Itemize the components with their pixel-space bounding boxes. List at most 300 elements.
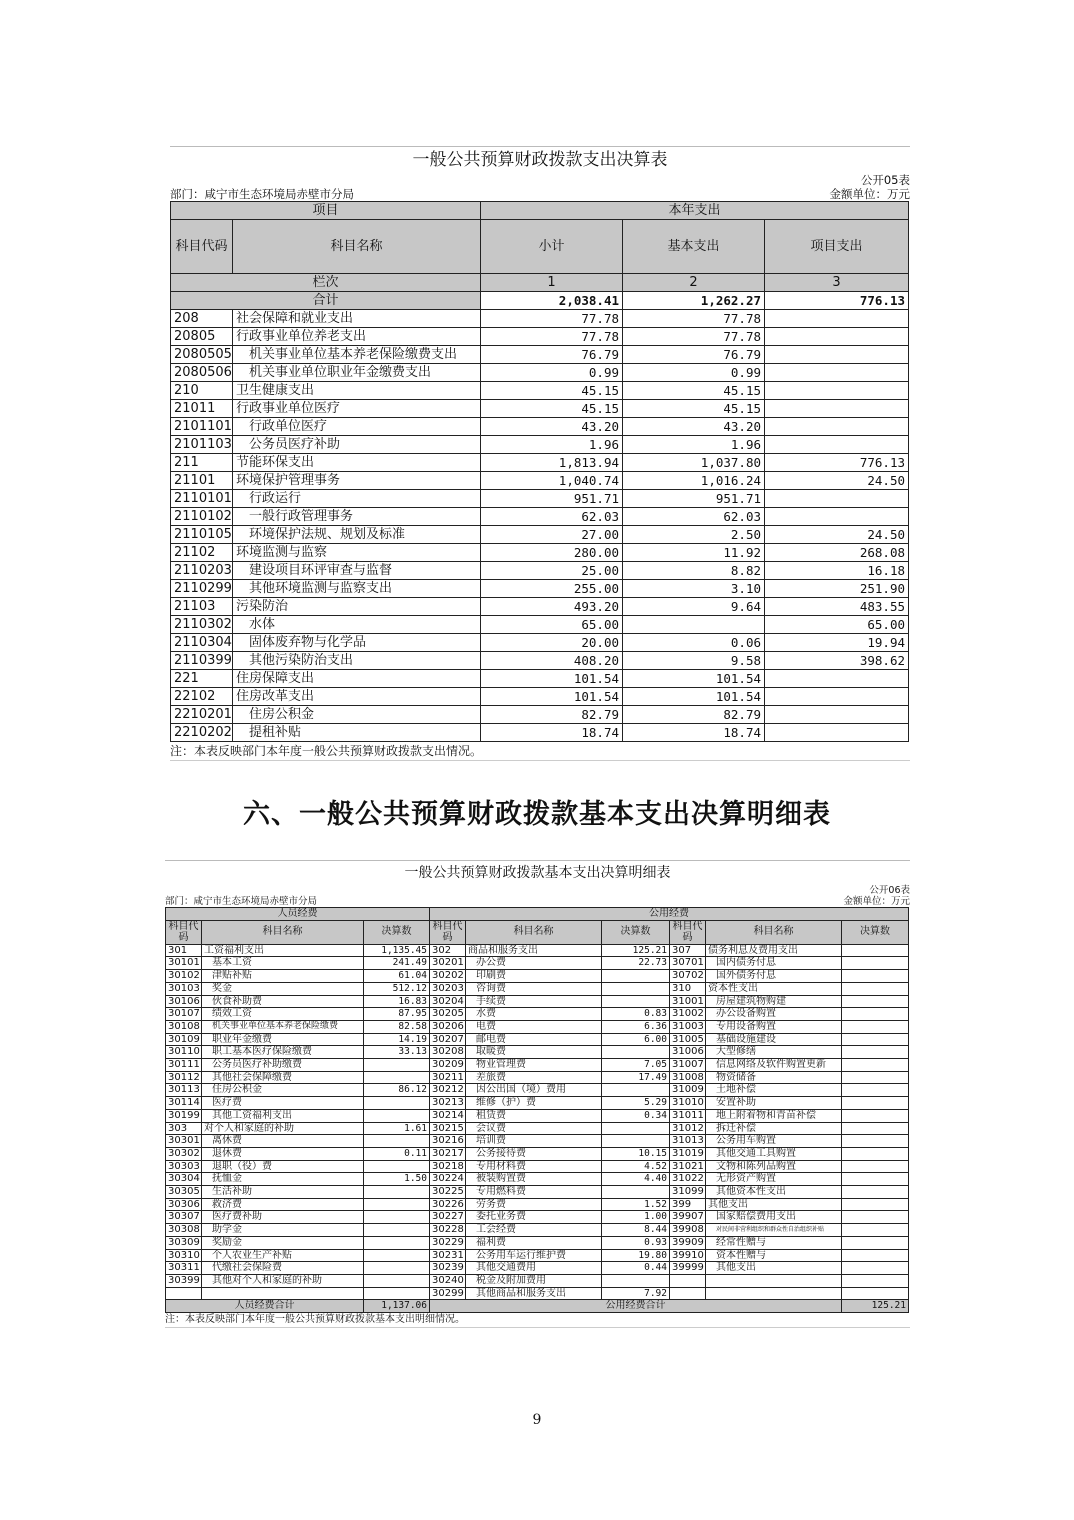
row-amount: 1.00 — [602, 1211, 670, 1224]
table2-form-no: 公开06表 — [869, 885, 910, 896]
row-code: 39908 — [670, 1224, 706, 1237]
row-basic: 9.64 — [623, 598, 765, 616]
row-code: 30109 — [166, 1033, 202, 1046]
row-amount: 82.58 — [364, 1020, 430, 1033]
row-name: 印刷费 — [466, 970, 602, 983]
row-code: 39999 — [670, 1262, 706, 1275]
row-name: 商品和服务支出 — [466, 944, 602, 957]
row-name: 国内债务付息 — [706, 957, 842, 970]
table-row — [171, 544, 909, 562]
row-amount — [364, 1249, 430, 1262]
table-row — [166, 957, 909, 970]
row-name — [202, 1287, 364, 1300]
row-amount — [602, 982, 670, 995]
row-name: 安置补助 — [706, 1097, 842, 1110]
row-code: 30213 — [430, 1097, 466, 1110]
row-name: 医疗费补助 — [202, 1211, 364, 1224]
total-project: 776.13 — [765, 292, 909, 310]
row-code: 302 — [430, 944, 466, 957]
row-name: 因公出国（境）费用 — [466, 1084, 602, 1097]
row-project — [765, 364, 909, 382]
row-subtotal: 101.54 — [481, 688, 623, 706]
row-name: 公务用车购置 — [706, 1135, 842, 1148]
row-amount — [842, 1211, 909, 1224]
row-code: 30102 — [166, 970, 202, 983]
row-code: 30199 — [166, 1109, 202, 1122]
table-row — [166, 1135, 909, 1148]
row-amount — [842, 1122, 909, 1135]
row-amount: 4.52 — [602, 1160, 670, 1173]
row-code: 30106 — [166, 995, 202, 1008]
row-code: 22102 — [171, 688, 233, 706]
row-code: 31001 — [670, 995, 706, 1008]
row-amount: 8.44 — [602, 1224, 670, 1237]
table-row — [171, 562, 909, 580]
row-project: 16.18 — [765, 562, 909, 580]
row-name: 福利费 — [466, 1236, 602, 1249]
row-amount: 1.61 — [364, 1122, 430, 1135]
row-amount — [602, 995, 670, 1008]
row-name: 环境保护法规、规划及标准 — [233, 526, 481, 544]
table-row — [166, 1249, 909, 1262]
row-basic: 3.10 — [623, 580, 765, 598]
row-code: 30205 — [430, 1008, 466, 1021]
row-name: 行政事业单位医疗 — [233, 400, 481, 418]
row-code: 30226 — [430, 1198, 466, 1211]
table-row — [171, 346, 909, 364]
row-name: 公务接待费 — [466, 1147, 602, 1160]
table-row — [166, 1147, 909, 1160]
header-col3: 3 — [765, 274, 909, 292]
header-code: 科目代码 — [171, 220, 233, 274]
row-name: 其他交通费用 — [466, 1262, 602, 1275]
row-project — [765, 310, 909, 328]
header-name: 科目名称 — [233, 220, 481, 274]
row-code — [670, 1287, 706, 1300]
row-basic — [623, 616, 765, 634]
row-name: 专用燃料费 — [466, 1186, 602, 1199]
row-code: 30110 — [166, 1046, 202, 1059]
row-name: 其他环境监测与监察支出 — [233, 580, 481, 598]
row-name: 节能环保支出 — [233, 454, 481, 472]
row-subtotal: 76.79 — [481, 346, 623, 364]
total-row — [166, 1300, 909, 1313]
row-name: 手续费 — [466, 995, 602, 1008]
row-name: 拆迁补偿 — [706, 1122, 842, 1135]
row-name: 工资福利支出 — [202, 944, 364, 957]
row-amount — [842, 1249, 909, 1262]
row-project — [765, 706, 909, 724]
section-heading: 六、一般公共预算财政拨款基本支出决算明细表 — [243, 799, 831, 830]
row-amount — [364, 1287, 430, 1300]
row-code — [670, 1274, 706, 1287]
row-basic: 101.54 — [623, 670, 765, 688]
row-basic: 1.96 — [623, 436, 765, 454]
row-code: 2110399 — [171, 652, 233, 670]
table-row — [171, 688, 909, 706]
row-code: 30227 — [430, 1211, 466, 1224]
row-amount: 0.83 — [602, 1008, 670, 1021]
row-subtotal: 0.99 — [481, 364, 623, 382]
row-amount — [842, 982, 909, 995]
row-amount: 0.44 — [602, 1262, 670, 1275]
row-code: 30206 — [430, 1020, 466, 1033]
row-name: 污染防治 — [233, 598, 481, 616]
row-code: 30208 — [430, 1046, 466, 1059]
row-name: 工会经费 — [466, 1224, 602, 1237]
row-project: 24.50 — [765, 526, 909, 544]
row-basic: 0.06 — [623, 634, 765, 652]
page-number: 9 — [532, 1412, 542, 1428]
row-code: 30311 — [166, 1262, 202, 1275]
row-name: 经常性赠与 — [706, 1236, 842, 1249]
row-code: 310 — [670, 982, 706, 995]
row-name: 差旅费 — [466, 1071, 602, 1084]
row-amount — [842, 1135, 909, 1148]
row-amount: 17.49 — [602, 1071, 670, 1084]
row-name: 其他交通工具购置 — [706, 1147, 842, 1160]
row-name: 奖金 — [202, 982, 364, 995]
row-name: 办公设备购置 — [706, 1008, 842, 1021]
row-amount: 7.92 — [602, 1287, 670, 1300]
row-amount — [842, 1198, 909, 1211]
row-name: 其他对个人和家庭的补助 — [202, 1274, 364, 1287]
row-name: 对个人和家庭的补助 — [202, 1122, 364, 1135]
row-basic: 45.15 — [623, 382, 765, 400]
row-code: 30239 — [430, 1262, 466, 1275]
row-basic: 62.03 — [623, 508, 765, 526]
row-subtotal: 280.00 — [481, 544, 623, 562]
row-name: 卫生健康支出 — [233, 382, 481, 400]
header-col1: 1 — [481, 274, 623, 292]
table-row — [171, 454, 909, 472]
row-subtotal: 45.15 — [481, 400, 623, 418]
row-code: 30308 — [166, 1224, 202, 1237]
row-basic: 1,016.24 — [623, 472, 765, 490]
row-project — [765, 382, 909, 400]
table-row — [166, 1046, 909, 1059]
row-amount — [364, 1186, 430, 1199]
row-name: 住房保障支出 — [233, 670, 481, 688]
row-name: 公务员医疗补助 — [233, 436, 481, 454]
table1-title: 一般公共预算财政拨款支出决算表 — [170, 146, 910, 173]
row-amount: 7.05 — [602, 1059, 670, 1072]
row-name: 退职（役）费 — [202, 1160, 364, 1173]
row-name: 住房公积金 — [202, 1084, 364, 1097]
row-subtotal: 20.00 — [481, 634, 623, 652]
row-code: 2210201 — [171, 706, 233, 724]
row-amount — [842, 1084, 909, 1097]
row-code: 30303 — [166, 1160, 202, 1173]
row-code: 30216 — [430, 1135, 466, 1148]
row-code: 30212 — [430, 1084, 466, 1097]
row-code: 30209 — [430, 1059, 466, 1072]
row-amount: 14.19 — [364, 1033, 430, 1046]
row-project — [765, 328, 909, 346]
row-code: 30240 — [430, 1274, 466, 1287]
total-row — [171, 292, 909, 310]
row-name: 伙食补助费 — [202, 995, 364, 1008]
row-basic: 1,037.80 — [623, 454, 765, 472]
row-code: 221 — [171, 670, 233, 688]
row-name: 救济费 — [202, 1198, 364, 1211]
row-code: 30310 — [166, 1249, 202, 1262]
row-name: 提租补贴 — [233, 724, 481, 742]
row-code: 30101 — [166, 957, 202, 970]
row-amount: 1.50 — [364, 1173, 430, 1186]
header-item: 项目 — [171, 202, 481, 220]
row-name: 机关事业单位基本养老保险缴费 — [202, 1020, 364, 1033]
row-name: 职业年金缴费 — [202, 1033, 364, 1046]
row-name: 房屋建筑物购建 — [706, 995, 842, 1008]
header-name-2: 科目名称 — [466, 920, 602, 944]
row-project — [765, 436, 909, 454]
row-project — [765, 688, 909, 706]
row-amount — [842, 1097, 909, 1110]
header-name-3: 科目名称 — [706, 920, 842, 944]
total-personnel-label: 人员经费合计 — [166, 1300, 364, 1313]
row-subtotal: 25.00 — [481, 562, 623, 580]
row-amount: 1,135.45 — [364, 944, 430, 957]
row-code: 2101103 — [171, 436, 233, 454]
row-name: 基本工资 — [202, 957, 364, 970]
row-code: 21011 — [171, 400, 233, 418]
row-name: 信息网络及软件购置更新 — [706, 1059, 842, 1072]
row-name: 物业管理费 — [466, 1059, 602, 1072]
row-amount — [842, 1071, 909, 1084]
row-project: 398.62 — [765, 652, 909, 670]
table-row — [171, 400, 909, 418]
row-subtotal: 65.00 — [481, 616, 623, 634]
table-row — [166, 1173, 909, 1186]
row-name: 离休费 — [202, 1135, 364, 1148]
table-row — [166, 1287, 909, 1300]
table-row — [171, 598, 909, 616]
row-code: 30217 — [430, 1147, 466, 1160]
table-row — [166, 1008, 909, 1021]
row-name: 专用材料费 — [466, 1160, 602, 1173]
row-name: 基础设施建设 — [706, 1033, 842, 1046]
row-basic: 11.92 — [623, 544, 765, 562]
table-row — [166, 1122, 909, 1135]
basic-expenditure-detail-table — [165, 860, 910, 1328]
row-code: 211 — [171, 454, 233, 472]
row-amount — [602, 1274, 670, 1287]
row-amount — [602, 1135, 670, 1148]
row-code: 30207 — [430, 1033, 466, 1046]
row-project: 268.08 — [765, 544, 909, 562]
row-code: 30701 — [670, 957, 706, 970]
row-name: 会议费 — [466, 1122, 602, 1135]
table-row — [166, 1262, 909, 1275]
row-code: 31019 — [670, 1147, 706, 1160]
table1-note: 注：本表反映部门本年度一般公共预算财政拨款支出情况。 — [170, 742, 910, 761]
row-subtotal: 1,813.94 — [481, 454, 623, 472]
row-code: 301 — [166, 944, 202, 957]
row-name: 奖励金 — [202, 1236, 364, 1249]
row-amount — [364, 1224, 430, 1237]
row-code: 2110302 — [171, 616, 233, 634]
row-name: 其他支出 — [706, 1198, 842, 1211]
row-amount — [842, 1008, 909, 1021]
row-project: 483.55 — [765, 598, 909, 616]
row-name: 行政单位医疗 — [233, 418, 481, 436]
row-name: 个人农业生产补贴 — [202, 1249, 364, 1262]
row-name: 大型修缮 — [706, 1046, 842, 1059]
row-amount — [842, 1224, 909, 1237]
row-name: 水费 — [466, 1008, 602, 1021]
row-code: 303 — [166, 1122, 202, 1135]
table-row — [171, 670, 909, 688]
row-name: 公务用车运行维护费 — [466, 1249, 602, 1262]
row-project: 776.13 — [765, 454, 909, 472]
row-name: 土地补偿 — [706, 1084, 842, 1097]
row-amount: 22.73 — [602, 957, 670, 970]
row-code: 208 — [171, 310, 233, 328]
row-basic: 9.58 — [623, 652, 765, 670]
row-code: 30304 — [166, 1173, 202, 1186]
row-code: 30211 — [430, 1071, 466, 1084]
total-label: 合计 — [171, 292, 481, 310]
row-code: 31010 — [670, 1097, 706, 1110]
table-row — [166, 970, 909, 983]
row-amount — [842, 1274, 909, 1287]
total-personnel: 1,137.06 — [364, 1300, 430, 1313]
row-code: 30299 — [430, 1287, 466, 1300]
header-amount-2: 决算数 — [602, 920, 670, 944]
row-name: 水体 — [233, 616, 481, 634]
row-name: 债务利息及费用支出 — [706, 944, 842, 957]
header-name-1: 科目名称 — [202, 920, 364, 944]
row-code: 21101 — [171, 472, 233, 490]
row-amount — [602, 970, 670, 983]
row-name: 其他商品和服务支出 — [466, 1287, 602, 1300]
row-code: 2080506 — [171, 364, 233, 382]
table-row — [166, 944, 909, 957]
table-row — [171, 472, 909, 490]
table-row — [166, 982, 909, 995]
row-project — [765, 490, 909, 508]
row-code: 30108 — [166, 1020, 202, 1033]
row-name: 环境监测与监察 — [233, 544, 481, 562]
header-public: 公用经费 — [430, 908, 909, 921]
row-basic: 76.79 — [623, 346, 765, 364]
row-name: 其他社会保障缴费 — [202, 1071, 364, 1084]
row-amount — [842, 995, 909, 1008]
row-code: 31021 — [670, 1160, 706, 1173]
row-code: 2110101 — [171, 490, 233, 508]
table-row — [171, 490, 909, 508]
row-code: 30214 — [430, 1109, 466, 1122]
row-name: 邮电费 — [466, 1033, 602, 1046]
table-row — [166, 1211, 909, 1224]
row-project — [765, 400, 909, 418]
row-name: 培训费 — [466, 1135, 602, 1148]
row-code: 30203 — [430, 982, 466, 995]
row-project — [765, 508, 909, 526]
row-amount — [364, 1097, 430, 1110]
row-amount — [842, 944, 909, 957]
row-name: 固体废弃物与化学品 — [233, 634, 481, 652]
row-subtotal: 1.96 — [481, 436, 623, 454]
total-basic: 1,262.27 — [623, 292, 765, 310]
row-amount — [364, 1071, 430, 1084]
row-name: 取暖费 — [466, 1046, 602, 1059]
header-amount-1: 决算数 — [364, 920, 430, 944]
row-subtotal: 77.78 — [481, 310, 623, 328]
row-name: 资本性赠与 — [706, 1249, 842, 1262]
header-col2: 2 — [623, 274, 765, 292]
row-name: 国外债务付息 — [706, 970, 842, 983]
row-code: 2110203 — [171, 562, 233, 580]
row-code: 30231 — [430, 1249, 466, 1262]
row-code: 30218 — [430, 1160, 466, 1173]
row-code: 31002 — [670, 1008, 706, 1021]
table-row — [171, 508, 909, 526]
row-code: 39910 — [670, 1249, 706, 1262]
table-row — [171, 382, 909, 400]
row-amount — [842, 1020, 909, 1033]
header-code-1: 科目代码 — [166, 920, 202, 944]
row-name: 其他支出 — [706, 1262, 842, 1275]
row-subtotal: 82.79 — [481, 706, 623, 724]
row-amount — [842, 1059, 909, 1072]
row-name: 国家赔偿费用支出 — [706, 1211, 842, 1224]
row-code: 31011 — [670, 1109, 706, 1122]
row-amount — [842, 957, 909, 970]
row-amount: 16.83 — [364, 995, 430, 1008]
row-basic: 45.15 — [623, 400, 765, 418]
row-subtotal: 77.78 — [481, 328, 623, 346]
row-name: 咨询费 — [466, 982, 602, 995]
table-row — [171, 652, 909, 670]
row-project — [765, 346, 909, 364]
row-code: 30225 — [430, 1186, 466, 1199]
row-amount — [842, 1186, 909, 1199]
row-code: 2110304 — [171, 634, 233, 652]
table2-title: 一般公共预算财政拨款基本支出决算明细表 — [165, 860, 910, 885]
row-amount — [842, 1033, 909, 1046]
row-basic: 77.78 — [623, 328, 765, 346]
row-code: 30204 — [430, 995, 466, 1008]
row-name: 机关事业单位职业年金缴费支出 — [233, 364, 481, 382]
row-name: 办公费 — [466, 957, 602, 970]
row-subtotal: 255.00 — [481, 580, 623, 598]
row-name: 物资储备 — [706, 1071, 842, 1084]
row-code: 30301 — [166, 1135, 202, 1148]
row-basic: 43.20 — [623, 418, 765, 436]
row-code: 2210202 — [171, 724, 233, 742]
table-row — [166, 1224, 909, 1237]
row-name: 绩效工资 — [202, 1008, 364, 1021]
header-amount-3: 决算数 — [842, 920, 909, 944]
row-code: 31003 — [670, 1020, 706, 1033]
row-subtotal: 101.54 — [481, 670, 623, 688]
row-basic: 2.50 — [623, 526, 765, 544]
row-code: 31007 — [670, 1059, 706, 1072]
table1-dept: 部门：咸宁市生态环境局赤壁市分局 — [170, 187, 354, 201]
row-code: 30113 — [166, 1084, 202, 1097]
row-amount — [364, 1262, 430, 1275]
row-name: 其他污染防治支出 — [233, 652, 481, 670]
row-amount — [842, 970, 909, 983]
row-subtotal: 493.20 — [481, 598, 623, 616]
row-name: 文物和陈列品购置 — [706, 1160, 842, 1173]
row-code: 31008 — [670, 1071, 706, 1084]
header-year-expense: 本年支出 — [481, 202, 909, 220]
row-name: 其他工资福利支出 — [202, 1109, 364, 1122]
row-project — [765, 670, 909, 688]
